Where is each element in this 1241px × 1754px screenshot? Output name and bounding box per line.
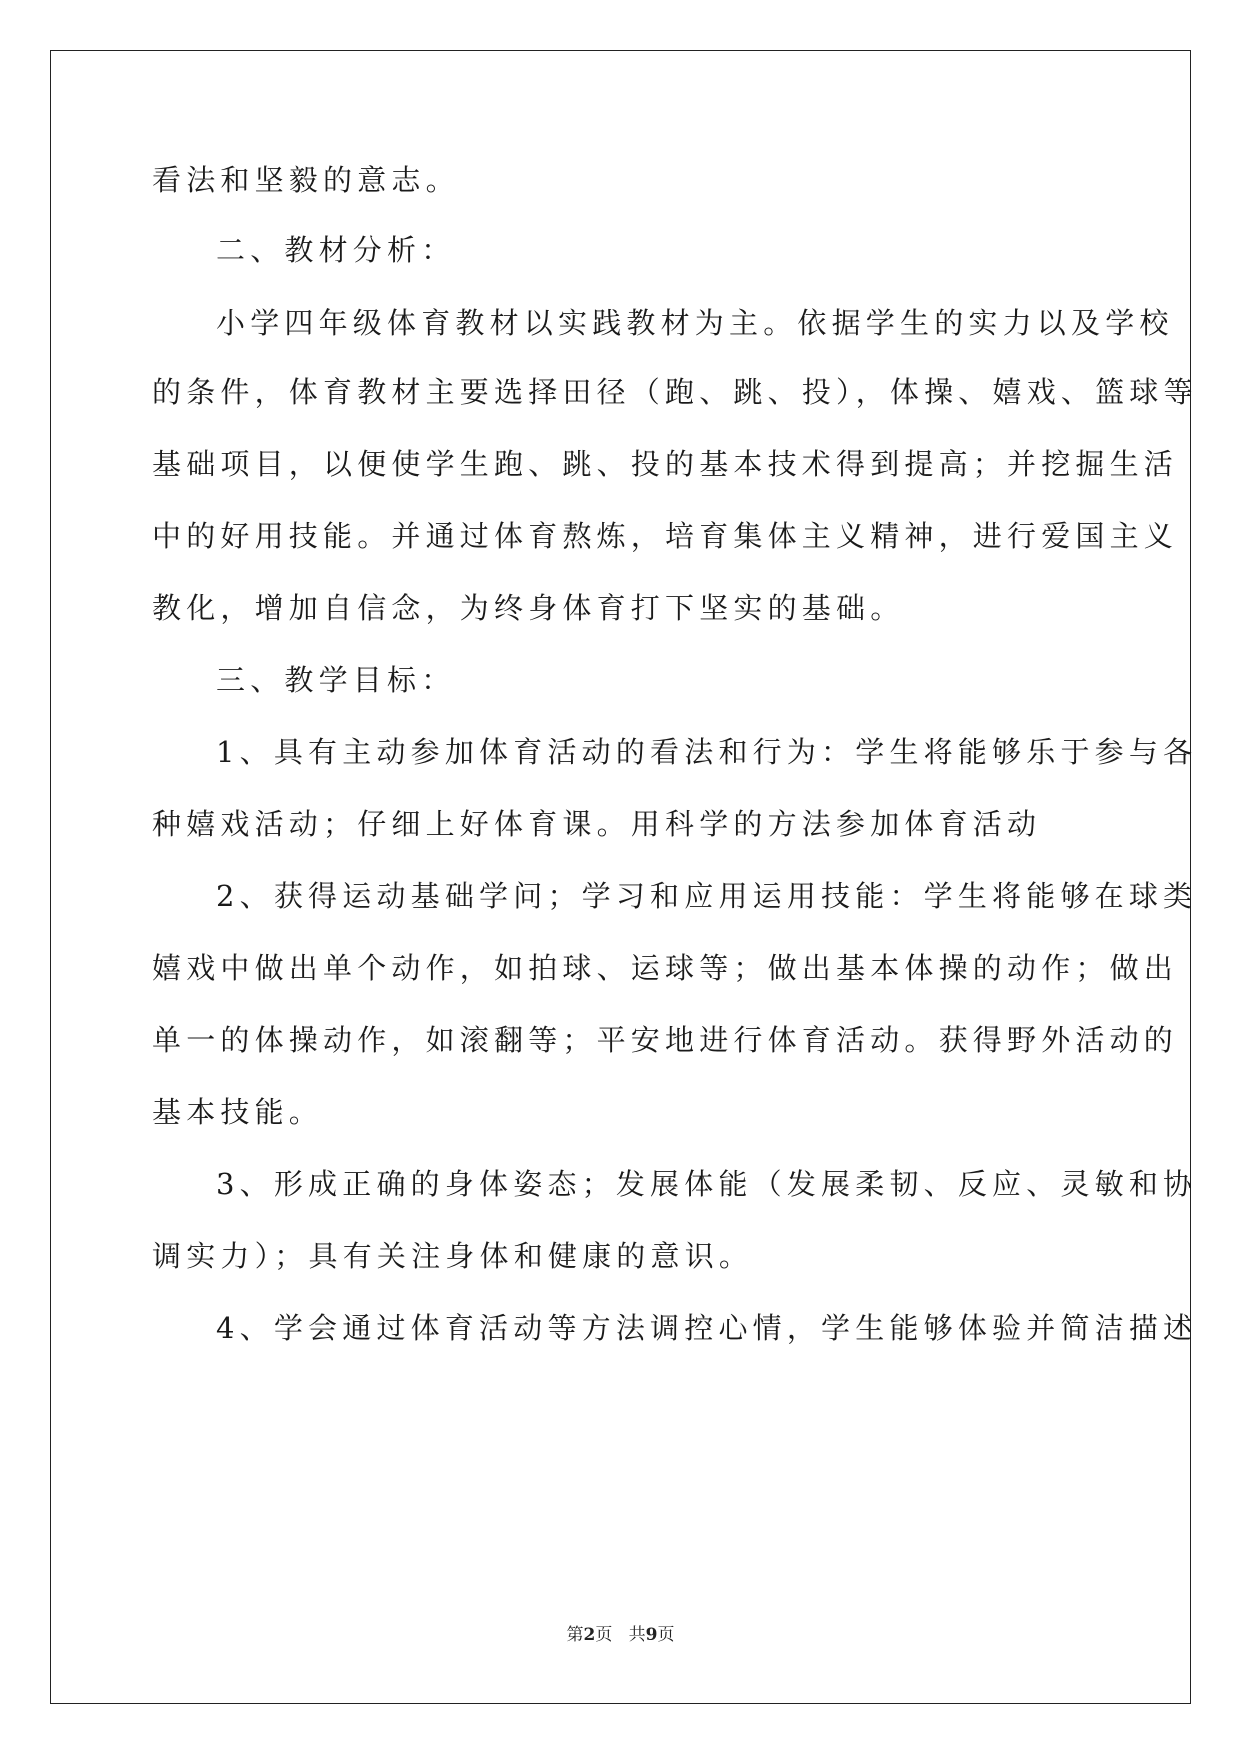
section-heading: 二、教材分析： [216,233,456,267]
page-suffix: 页 [595,1625,613,1645]
text-line: 2、获得运动基础学问；学习和应用运用技能：学生将能够在球类 [216,879,1198,913]
page-number: 2 [583,1625,596,1645]
text-line: 4、学会通过体育活动等方法调控心情，学生能够体验并简洁描述 [216,1311,1198,1345]
total-pages: 9 [645,1625,658,1645]
text-line: 小学四年级体育教材以实践教材为主。依据学生的实力以及学校 [216,306,1174,340]
total-prefix: 共 [628,1625,646,1645]
text-line: 中的好用技能。并通过体育熬炼，培育集体主义精神，进行爱国主义 [152,519,1179,553]
text-line: 3、形成正确的身体姿态；发展体能（发展柔韧、反应、灵敏和协 [216,1167,1198,1201]
page-footer [0,1620,1241,1645]
text-line: 种嬉戏活动；仔细上好体育课。用科学的方法参加体育活动 [152,807,1042,841]
text-line: 的条件，体育教材主要选择田径（跑、跳、投），体操、嬉戏、篮球等 [152,375,1198,409]
text-line: 基本技能。 [152,1095,324,1129]
total-suffix: 页 [657,1625,675,1645]
section-heading: 三、教学目标： [216,663,456,697]
text-line: 1、具有主动参加体育活动的看法和行为：学生将能够乐于参与各 [216,735,1198,769]
text-line: 看法和坚毅的意志。 [152,163,460,197]
page-prefix: 第 [566,1625,584,1645]
text-line: 教化，增加自信念，为终身体育打下坚实的基础。 [152,591,905,625]
text-line: 单一的体操动作，如滚翻等；平安地进行体育活动。获得野外活动的 [152,1023,1179,1057]
text-line: 嬉戏中做出单个动作，如拍球、运球等；做出基本体操的动作；做出 [152,951,1179,985]
text-line: 调实力）；具有关注身体和健康的意识。 [152,1239,754,1273]
text-line: 基础项目，以便使学生跑、跳、投的基本技术得到提高；并挖掘生活 [152,447,1179,481]
